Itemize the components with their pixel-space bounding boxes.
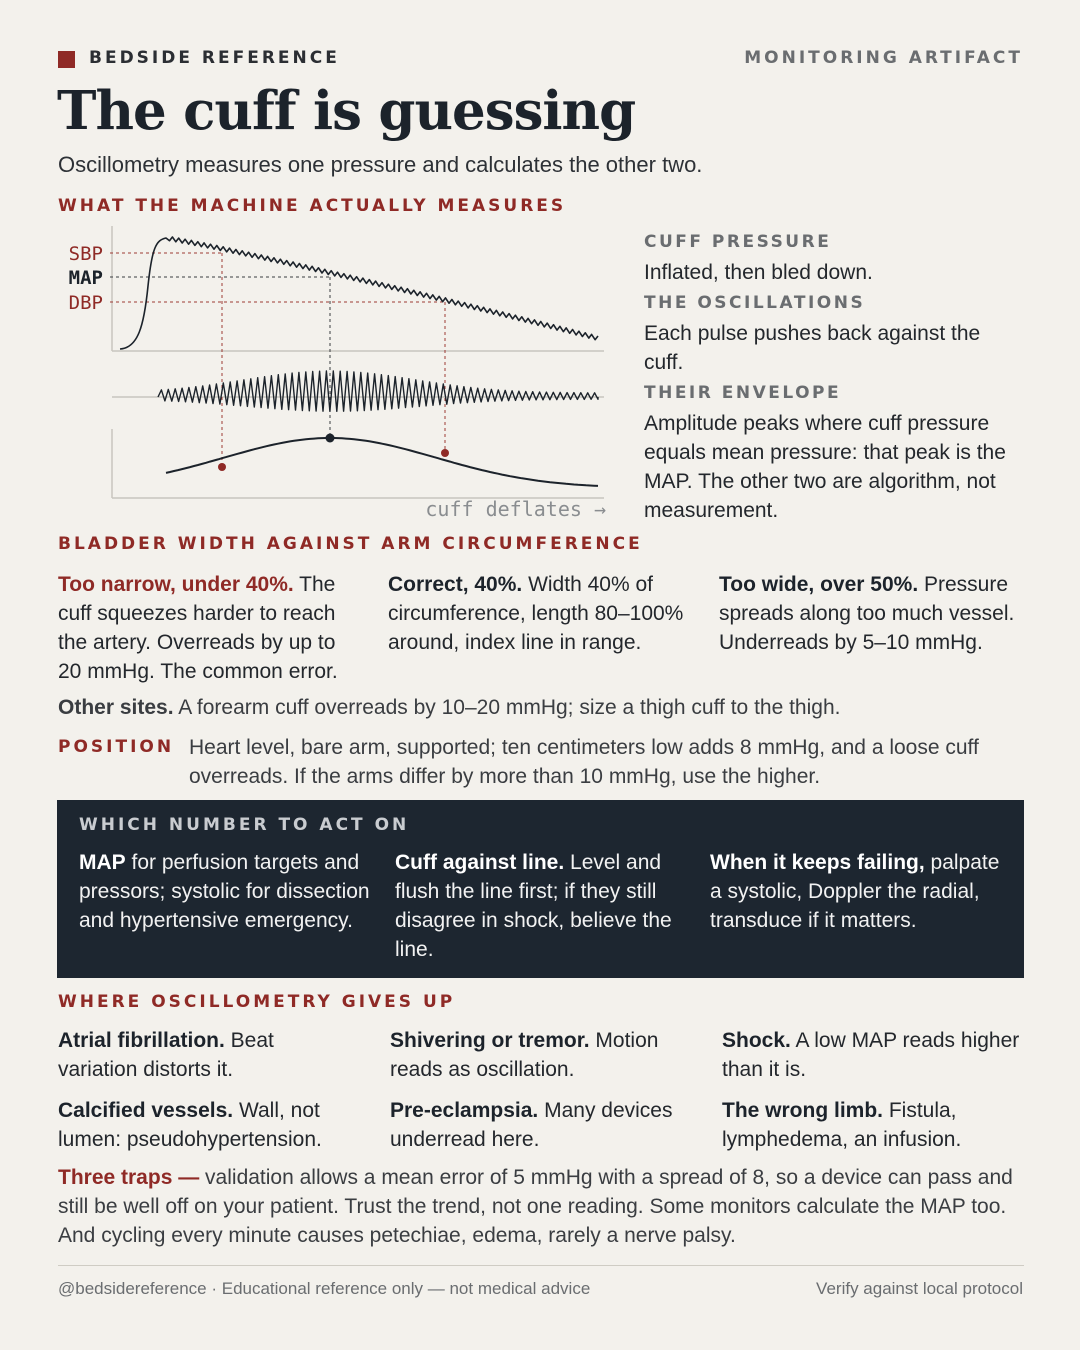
gives-up-item (58, 1096, 368, 1154)
three-traps-text: validation allows a mean error of 5 mmHg with a spread of 8, so a device can pass and still be well off on your patient. Trust the trend, not one reading. Some monitors calculate the MAP too. And cycling every minute causes petechiae, edema, rarely a nerve palsy. (58, 1166, 1013, 1247)
gives-up-lead: Shivering or tremor. (390, 1029, 590, 1052)
map-point (326, 434, 335, 443)
oscillometry-diagram (58, 226, 618, 526)
dbp-label: DBP (68, 292, 103, 314)
other-sites-text: A forearm cuff overreads by 10–20 mmHg; size a thigh cuff to the thigh. (173, 696, 841, 719)
gives-up-text: Many devices underread here. (390, 1099, 673, 1151)
cuff-pressure-heading: CUFF PRESSURE (644, 232, 832, 252)
gives-up-lead: Atrial fibrillation. (58, 1029, 225, 1052)
three-traps-lead: Three traps — (58, 1166, 200, 1189)
gives-up-text: A low MAP reads higher than it is. (722, 1029, 1020, 1081)
sbp-point (218, 463, 226, 471)
cuff-pressure-text: Inflated, then bled down. (644, 261, 873, 284)
act-failing-column (710, 848, 1010, 935)
oscillation-wave (158, 371, 598, 411)
gives-up-text: Wall, not lumen: pseudohypertension. (58, 1099, 322, 1151)
map-label: MAP (68, 267, 103, 289)
section-heading-bladder: BLADDER WIDTH AGAINST ARM CIRCUMFERENCE (58, 534, 643, 554)
bladder-correct (388, 570, 688, 657)
act-failing-text: palpate a systolic, Doppler the radial, transduce if it matters. (710, 851, 1000, 932)
position-label: POSITION (58, 737, 175, 757)
bladder-too-wide (719, 570, 1024, 657)
bladder-correct-lead: Correct, 40%. (388, 573, 523, 596)
gives-up-lead: Calcified vessels. (58, 1099, 234, 1122)
gives-up-text: Fistula, lymphedema, an infusion. (722, 1099, 962, 1151)
diagram-legend (644, 232, 1024, 531)
gives-up-lead: Shock. (722, 1029, 791, 1052)
act-cuff-line-lead: Cuff against line. (395, 851, 565, 874)
gives-up-item (390, 1096, 690, 1154)
act-cuff-line-text: Level and flush the line first; if they still disagree in shock, believe the line. (395, 851, 672, 961)
brand-label: BEDSIDE REFERENCE (89, 48, 340, 68)
envelope-text: Amplitude peaks where cuff pressure equals mean pressure: that peak is the MAP. The other two are algorithm, not measurement. (644, 412, 1006, 522)
section-heading-measure: WHAT THE MACHINE ACTUALLY MEASURES (58, 196, 567, 216)
act-on-panel (57, 800, 1024, 978)
act-cuff-line-column (395, 848, 695, 964)
oscillations-heading: THE OSCILLATIONS (644, 293, 866, 313)
act-failing-lead: When it keeps failing, (710, 851, 925, 874)
bladder-correct-text: Width 40% of circumference, length 80–100% around, index line in range. (388, 573, 684, 654)
gives-up-item (722, 1096, 1022, 1154)
act-on-heading: WHICH NUMBER TO ACT ON (79, 815, 410, 835)
gives-up-item (58, 1026, 358, 1084)
footer-verify-note: Verify against local protocol (816, 1279, 1023, 1298)
gives-up-text: Beat variation distorts it. (58, 1029, 274, 1081)
act-map-text: for perfusion targets and pressors; systolic for dissection and hypertensive emergency. (79, 851, 370, 932)
gives-up-item (390, 1026, 690, 1084)
envelope-heading: THEIR ENVELOPE (644, 383, 842, 403)
act-map-lead: MAP (79, 851, 126, 874)
bladder-too-narrow-text: The cuff squeezes harder to reach the artery. Overreads by up to 20 mmHg. The common error. (58, 573, 338, 683)
footer-divider (58, 1265, 1024, 1266)
page-title: The cuff is guessing (57, 80, 636, 142)
sbp-label: SBP (68, 243, 103, 265)
gives-up-item (722, 1026, 1022, 1084)
topic-label: MONITORING ARTIFACT (744, 48, 1023, 68)
envelope-curve (166, 438, 598, 486)
bladder-too-wide-text: Pressure spreads along too much vessel. Underreads by 5–10 mmHg. (719, 573, 1015, 654)
bladder-too-wide-lead: Too wide, over 50%. (719, 573, 919, 596)
gives-up-lead: Pre-eclampsia. (390, 1099, 539, 1122)
page-subtitle: Oscillometry measures one pressure and calculates the other two. (58, 152, 703, 177)
cuff-pressure-curve (120, 237, 598, 349)
oscillations-text: Each pulse pushes back against the cuff. (644, 322, 981, 374)
section-heading-gives-up: WHERE OSCILLOMETRY GIVES UP (58, 992, 456, 1012)
bladder-too-narrow (58, 570, 363, 686)
axis-caption: cuff deflates → (425, 497, 606, 521)
gives-up-text: Motion reads as oscillation. (390, 1029, 659, 1081)
gives-up-lead: The wrong limb. (722, 1099, 883, 1122)
other-sites-lead: Other sites. (58, 696, 174, 719)
act-map-column (79, 848, 374, 935)
bladder-too-narrow-lead: Too narrow, under 40%. (58, 573, 294, 596)
dbp-point (441, 449, 449, 457)
position-text: Heart level, bare arm, supported; ten centimeters low adds 8 mmHg, and a loose cuff overreads. If the arms differ by more than 10 mmHg, use the higher. (189, 736, 979, 788)
three-traps-note (58, 1163, 1024, 1250)
footer-disclaimer: @bedsidereference · Educational reference only — not medical advice (58, 1279, 591, 1298)
other-sites-note (58, 696, 840, 720)
brand-mark (58, 51, 75, 68)
